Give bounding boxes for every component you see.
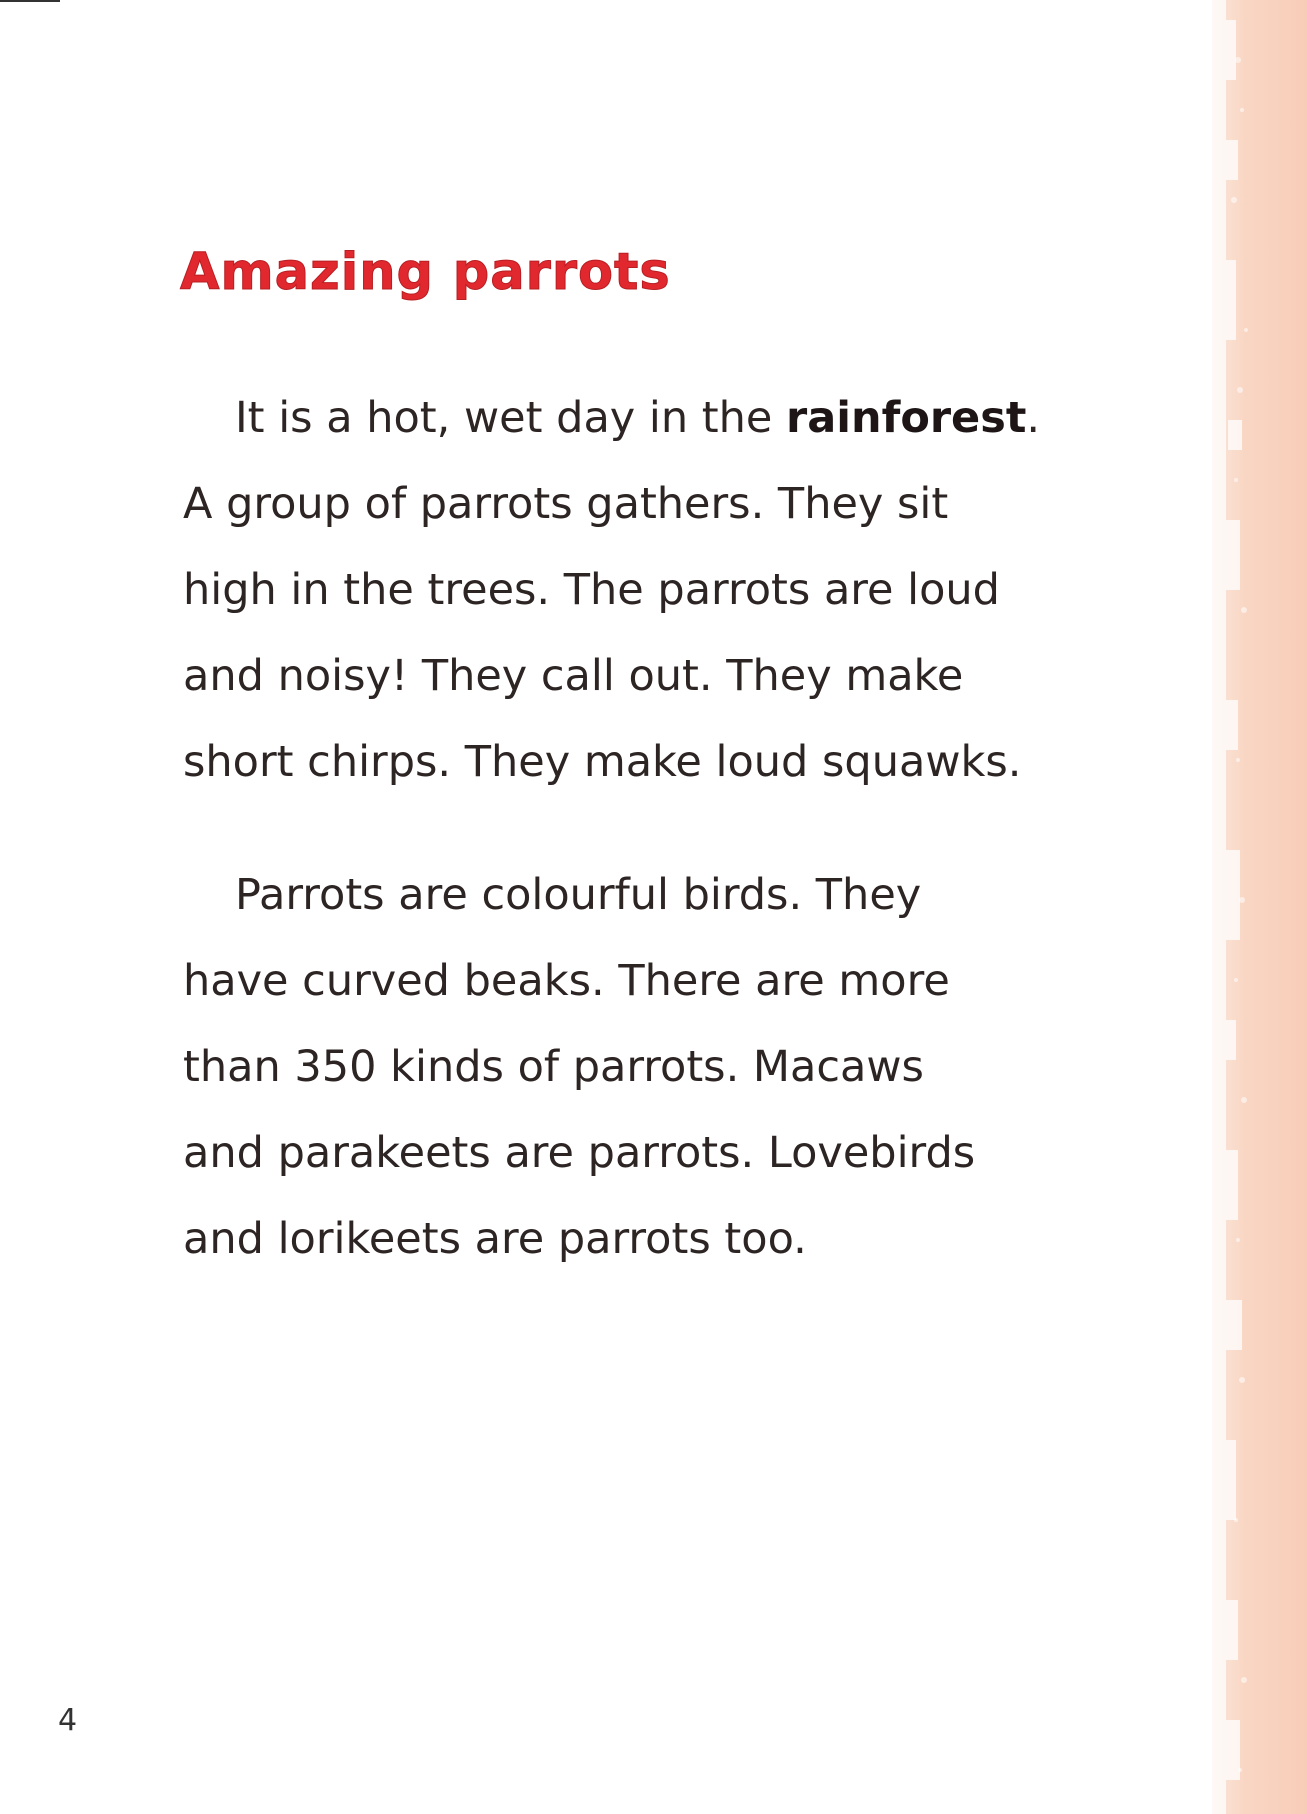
decorative-edge-band [1212, 0, 1307, 1814]
top-edge-line [0, 0, 60, 2]
paragraph-2-line-4: and parakeets are parrots. Lovebirds [183, 1128, 976, 1178]
brush-texture [1212, 0, 1307, 1814]
paragraph-1 [183, 375, 1133, 805]
page-number: 4 [58, 1703, 78, 1738]
paragraph-2 [183, 852, 1133, 1282]
paragraph-2-line-3: than 350 kinds of parrots. Macaws [183, 1042, 924, 1092]
page-title: Amazing parrots [180, 243, 671, 302]
paragraph-1-line-4: and noisy! They call out. They make [183, 651, 964, 701]
paragraph-2-line-2: have curved beaks. There are more [183, 956, 950, 1006]
paragraph-1-line-2: A group of parrots gathers. They sit [183, 479, 949, 529]
paragraph-2-line-5: and lorikeets are parrots too. [183, 1214, 807, 1264]
glossary-term-rainforest: rainforest [786, 393, 1027, 443]
paragraph-1-line-3: high in the trees. The parrots are loud [183, 565, 1000, 615]
paragraph-2-line-1: Parrots are colourful birds. They [235, 870, 922, 920]
paragraph-1-line-1: It is a hot, wet day in the rainforest. [235, 393, 1041, 443]
paragraph-1-line-5: short chirps. They make loud squawks. [183, 737, 1022, 787]
